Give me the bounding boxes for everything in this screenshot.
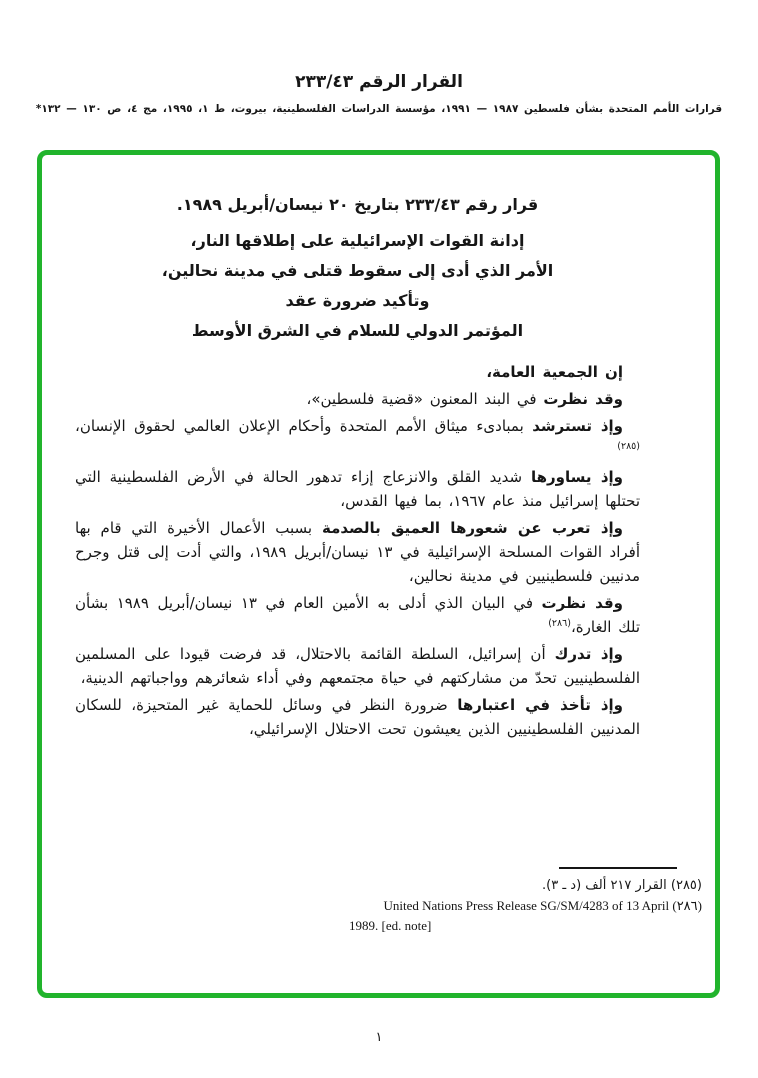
footnote-ref-285: (٢٨٥) [617,441,640,452]
paragraph-text: شديد القلق والانزعاج إزاء تدهور الحالة في الأرض الفلسطينية التي تحتلها إسرائيل منذ عام ١٩٦٧، بما فيها القدس، [75,468,640,510]
footnote-separator [559,867,677,869]
paragraph-text: في البيان الذي أدلى به الأمين العام في ١٣ نيسان/أبريل ١٩٨٩ بشأن تلك الغارة، [75,594,640,636]
preamble-paragraph [75,591,640,639]
footnote-286-line1: (٢٨٦) United Nations Press Release SG/SM/4283 of 13 April [383,898,702,913]
lead-phrase: وإذ تسترشد [532,417,623,435]
lead-phrase: وإذ يساورها [530,468,623,486]
paragraph-text: بسبب الأعمال الأخيرة التي قام بها أفراد القوات المسلحة الإسرائيلية في ١٣ نيسان/أبريل ١٩٨٩، والتي أدت إلى قتل وجرح مدنيين فلسطينيين في مدينة نحالين، [75,519,641,585]
preamble [75,360,640,741]
resolution-document [75,190,640,744]
resolution-title-line: وتأكيد ضرورة عقد [285,291,430,310]
preamble-paragraph [75,387,640,411]
lead-phrase: وقد نظرت [543,390,623,408]
preamble-paragraph [75,693,640,741]
lead-phrase: وإذ تدرك [554,645,623,663]
paragraph-text: ضرورة النظر في وسائل للحماية غير المتحيزة، للسكان المدنيين الفلسطينيين الذين يعيشون تحت الاحتلال الإسرائيلي، [75,696,640,738]
document-header-title: القرار الرقم ٢٣٣/٤٣ [295,72,463,92]
footnote-285: (٢٨٥) القرار ٢١٧ ألف (د ـ ٣). [542,878,702,893]
lead-phrase: إن الجمعية العامة، [486,363,623,381]
source-citation: قرارات الأمم المتحدة بشأن فلسطين ١٩٨٧ — ١٩٩١، مؤسسة الدراسات الفلسطينية، بيروت، ط ١، ١٩٩٥، مج ٤، ص ١٣٠ — ١٣٢* [35,103,723,115]
preamble-paragraph [75,414,640,462]
resolution-title [75,190,640,346]
resolution-title-line: إدانة القوات الإسرائيلية على إطلاقها النار، [190,231,525,250]
footnote-286-line2: 1989. [ed. note] [349,918,432,933]
page-number: ١ [375,1030,383,1045]
lead-phrase: وقد نظرت [541,594,623,612]
paragraph-text: أن إسرائيل، السلطة القائمة بالاحتلال، قد فرضت قيودا على المسلمين الفلسطينيين تحدّ من مشاركتهم في حياة مجتمعهم وفي أداء شعائرهم وواجباتهم الدينية، [75,645,640,687]
paragraph-text: بمبادىء ميثاق الأمم المتحدة وأحكام الإعلان العالمي لحقوق الإنسان، [75,417,533,435]
resolution-title-line: قرار رقم ٢٣٣/٤٣ بتاريخ ٢٠ نيسان/أبريل ١٩٨٩. [176,195,539,214]
paragraph-text: في البند المعنون «قضية فلسطين»، [306,390,544,408]
lead-phrase: وإذ تعرب عن شعورها العميق بالصدمة [321,519,623,537]
lead-phrase: وإذ تأخذ في اعتبارها [457,696,623,714]
preamble-paragraph [75,516,640,588]
resolution-frame [37,150,720,998]
footnotes-section [327,867,702,936]
footnote-ref-286: (٢٨٦) [548,618,571,629]
resolution-title-line: الأمر الذي أدى إلى سقوط قتلى في مدينة نحالين، [161,261,554,280]
preamble-paragraph [75,360,640,384]
preamble-paragraph [75,642,640,690]
preamble-paragraph [75,465,640,513]
resolution-title-line: المؤتمر الدولي للسلام في الشرق الأوسط [191,321,524,340]
